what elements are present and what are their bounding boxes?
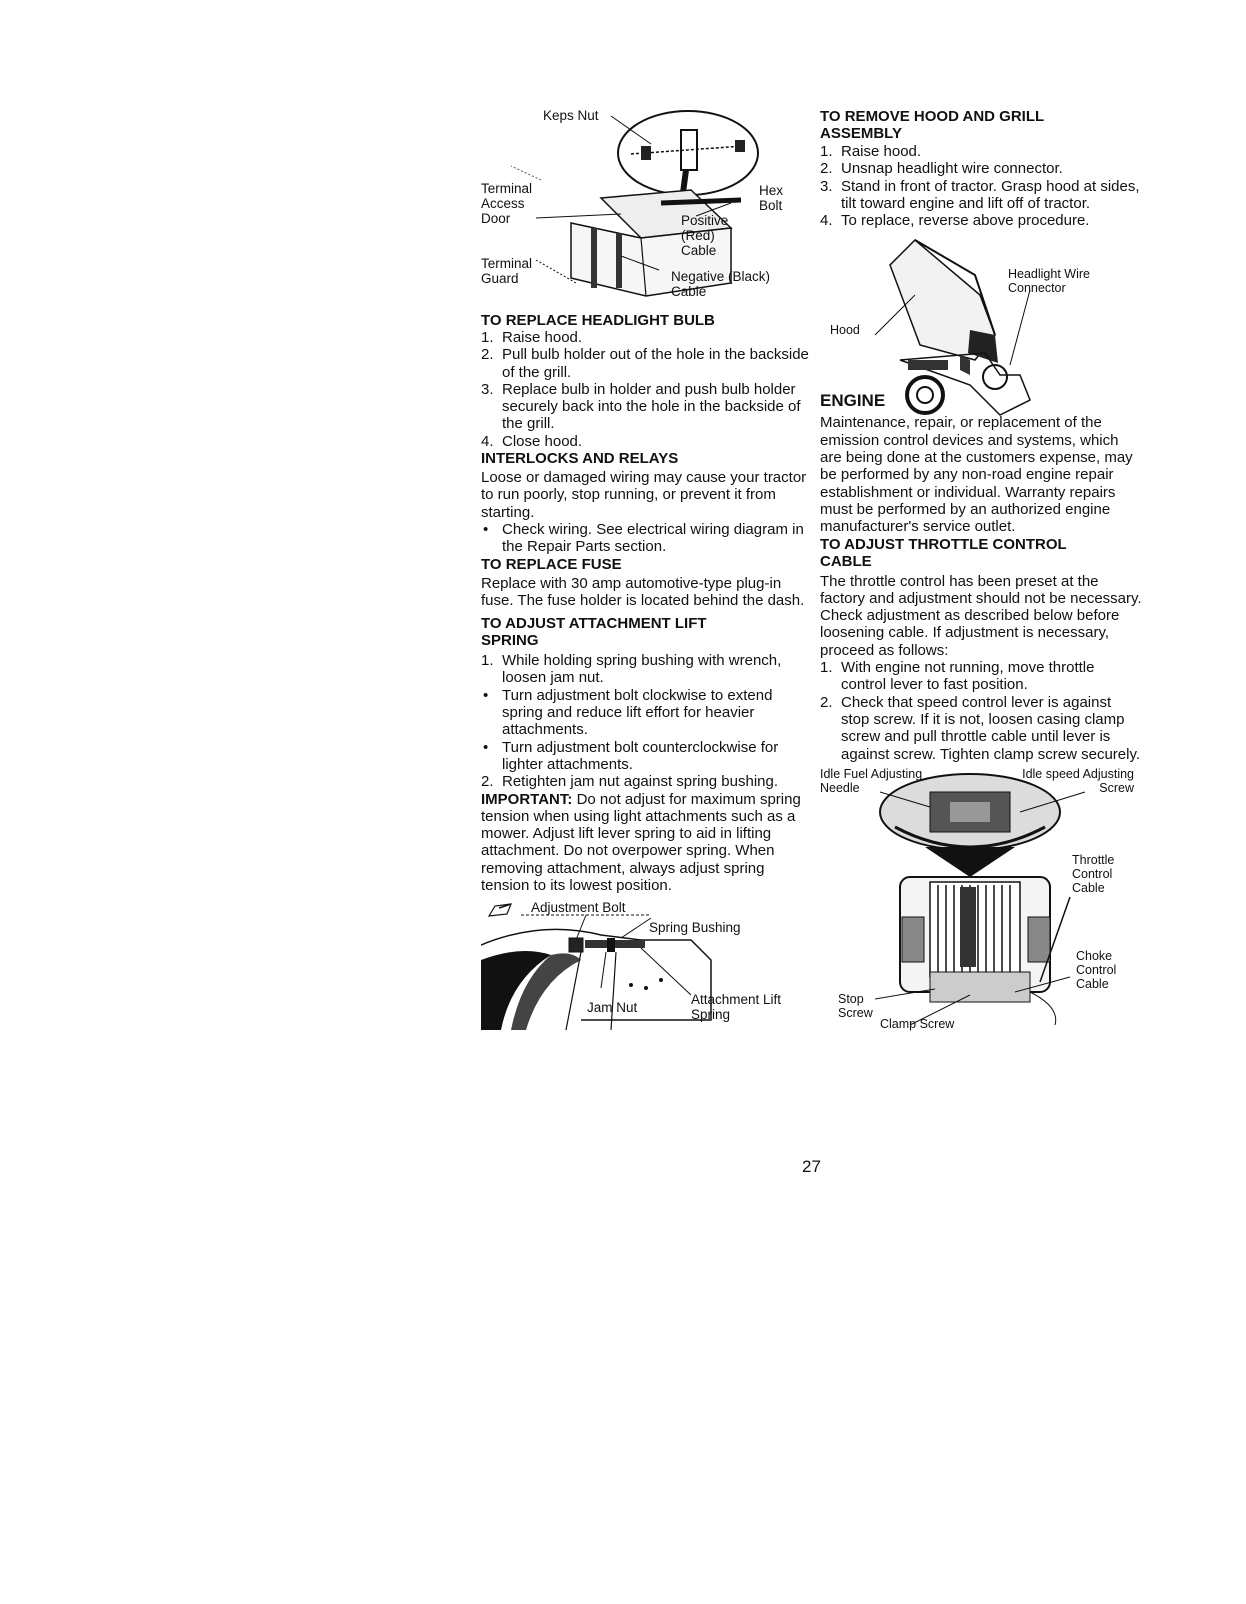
list-item (820, 659, 1142, 694)
step-number: 1. (481, 329, 494, 346)
adjustment-bolt-label: Adjustment Bolt (531, 900, 626, 916)
list-item (481, 652, 811, 687)
step-text: Unsnap headlight wire connector. (841, 160, 1063, 178)
step-number: 1. (820, 659, 833, 677)
interlocks-heading: INTERLOCKS AND RELAYS (481, 450, 679, 468)
lift-spring-heading: TO ADJUST ATTACHMENT LIFT SPRING (481, 615, 707, 650)
step-text: Retighten jam nut against spring bushing. (502, 773, 779, 791)
keps-nut-label: Keps Nut (543, 108, 599, 123)
step-number: 3. (481, 380, 494, 398)
interlocks-body: Loose or damaged wiring may cause your tractor to run poorly, stop running, or prevent it from starting. (481, 469, 807, 521)
bullet-mark: • (483, 738, 489, 756)
throttle-heading: TO ADJUST THROTTLE CONTROL CABLE (820, 535, 1067, 570)
bullet-mark: • (483, 686, 489, 704)
headlight-bulb-steps (481, 329, 811, 450)
step-number: 2. (820, 160, 833, 178)
lift-spring-steps (481, 652, 811, 790)
hood-heading: TO REMOVE HOOD AND GRILL ASSEMBLY (820, 108, 1044, 142)
hood-steps (820, 143, 1142, 229)
headlight-wire-connector-label: Headlight Wire Connector (1008, 267, 1090, 296)
engine-figure (820, 767, 1142, 1032)
list-item (481, 433, 811, 450)
lift-spring-figure (481, 900, 811, 1035)
step-number: 4. (820, 212, 833, 230)
left-column (481, 108, 811, 1035)
throttle-control-cable-label: Throttle Control Cable (1072, 852, 1115, 895)
step-text: Check that speed control lever is against stop screw. If it is not, loosen casing clamp screw and pull throttle cable until lever is against screw. Tighten clamp screw securely. (841, 693, 1141, 763)
important-note (481, 791, 811, 895)
important-label: IMPORTANT: (481, 790, 573, 808)
right-column (820, 108, 1142, 1032)
step-text: To replace, reverse above procedure. (841, 212, 1090, 230)
bullet-text: Turn adjustment bolt counterclockwise for lighter attachments. (502, 738, 779, 773)
jam-nut-label: Jam Nut (587, 1000, 638, 1016)
step-number: 1. (481, 652, 494, 670)
engine-body: Maintenance, repair, or replacement of the emission control devices and systems, which are being done at the customers expense, may be performed by any non-road engine repair establishment or individual. Warranty repairs must be performed by an authorized engine manufacturer's service outlet. (820, 414, 1133, 536)
positive-cable-label: Positive (Red) Cable (681, 213, 729, 258)
step-number: 3. (820, 177, 833, 195)
step-text: Raise hood. (841, 143, 922, 160)
engine-heading: ENGINE (820, 391, 886, 411)
bullet-text: Check wiring. See electrical wiring diagram in the Repair Parts section. (502, 520, 804, 556)
list-item (481, 329, 811, 346)
step-number: 1. (820, 143, 833, 160)
list-item (820, 178, 1142, 213)
list-item (481, 687, 811, 739)
list-item (820, 212, 1142, 229)
idle-fuel-adjusting-needle-label: Idle Fuel Adjusting Needle (820, 766, 923, 795)
terminal-access-door-label: Terminal Access Door (481, 181, 533, 226)
spring-bushing-label: Spring Bushing (649, 920, 741, 936)
interlocks-bullets (481, 521, 811, 556)
step-number: 2. (820, 693, 833, 711)
list-item (481, 521, 811, 556)
headlight-bulb-heading: TO REPLACE HEADLIGHT BULB (481, 312, 715, 329)
step-number: 2. (481, 773, 494, 791)
list-item (481, 739, 811, 774)
step-number: 4. (481, 432, 494, 450)
step-number: 2. (481, 346, 494, 364)
battery-figure (481, 108, 811, 304)
list-item (820, 143, 1142, 160)
bullet-text: Turn adjustment bolt clockwise to extend spring and reduce lift effort for heavier attachments. (502, 686, 773, 739)
hood-label: Hood (830, 323, 860, 338)
list-item (820, 160, 1142, 177)
list-item (481, 773, 811, 790)
fuse-body: Replace with 30 amp automotive-type plug-in fuse. The fuse holder is located behind the dash. (481, 574, 805, 609)
fuse-heading: TO REPLACE FUSE (481, 555, 622, 573)
terminal-guard-label: Terminal Guard (481, 256, 533, 286)
hood-illustration (820, 235, 1142, 431)
step-text: With engine not running, move throttle control lever to fast position. (841, 659, 1095, 694)
page-number: 27 (802, 1157, 821, 1176)
step-text: While holding spring bushing with wrench, loosen jam nut. (502, 652, 782, 687)
hex-bolt-label: Hex Bolt (759, 183, 784, 213)
list-item (481, 381, 811, 433)
choke-control-cable-label: Choke Control Cable (1076, 948, 1117, 991)
step-text: Raise hood. (502, 329, 583, 346)
idle-speed-adjusting-screw-label: Idle speed Adjusting Screw (1022, 766, 1134, 795)
bullet-mark: • (483, 520, 489, 538)
step-text: Replace bulb in holder and push bulb holder securely back into the hole in the backside of the grill. (502, 380, 801, 433)
list-item (481, 346, 811, 381)
step-text: Pull bulb holder out of the hole in the backside of the grill. (502, 346, 809, 381)
important-text: Do not adjust for maximum spring tension when using light attachments such as a mower. Adjust lift lever spring to aid in lifting attachment. Do not overpower spring. When removing attachment, always adjust spring tension to its lowest position. (481, 790, 801, 895)
step-text: Stand in front of tractor. Grasp hood at sides, tilt toward engine and lift off of tractor. (841, 177, 1140, 212)
throttle-steps (820, 659, 1142, 763)
list-item (820, 694, 1142, 763)
throttle-body: The throttle control has been preset at the factory and adjustment should not be necessary. Check adjustment as described below before loosening cable. If adjustment is necessary, proceed as follows: (820, 572, 1142, 659)
negative-cable-label: Negative (Black) Cable (671, 269, 771, 299)
clamp-screw-label: Clamp Screw (880, 1016, 955, 1031)
attachment-lift-spring-label: Attachment Lift Spring (691, 992, 782, 1023)
stop-screw-label: Stop Screw (838, 991, 873, 1020)
hood-figure (820, 235, 1142, 431)
step-text: Close hood. (502, 432, 583, 450)
